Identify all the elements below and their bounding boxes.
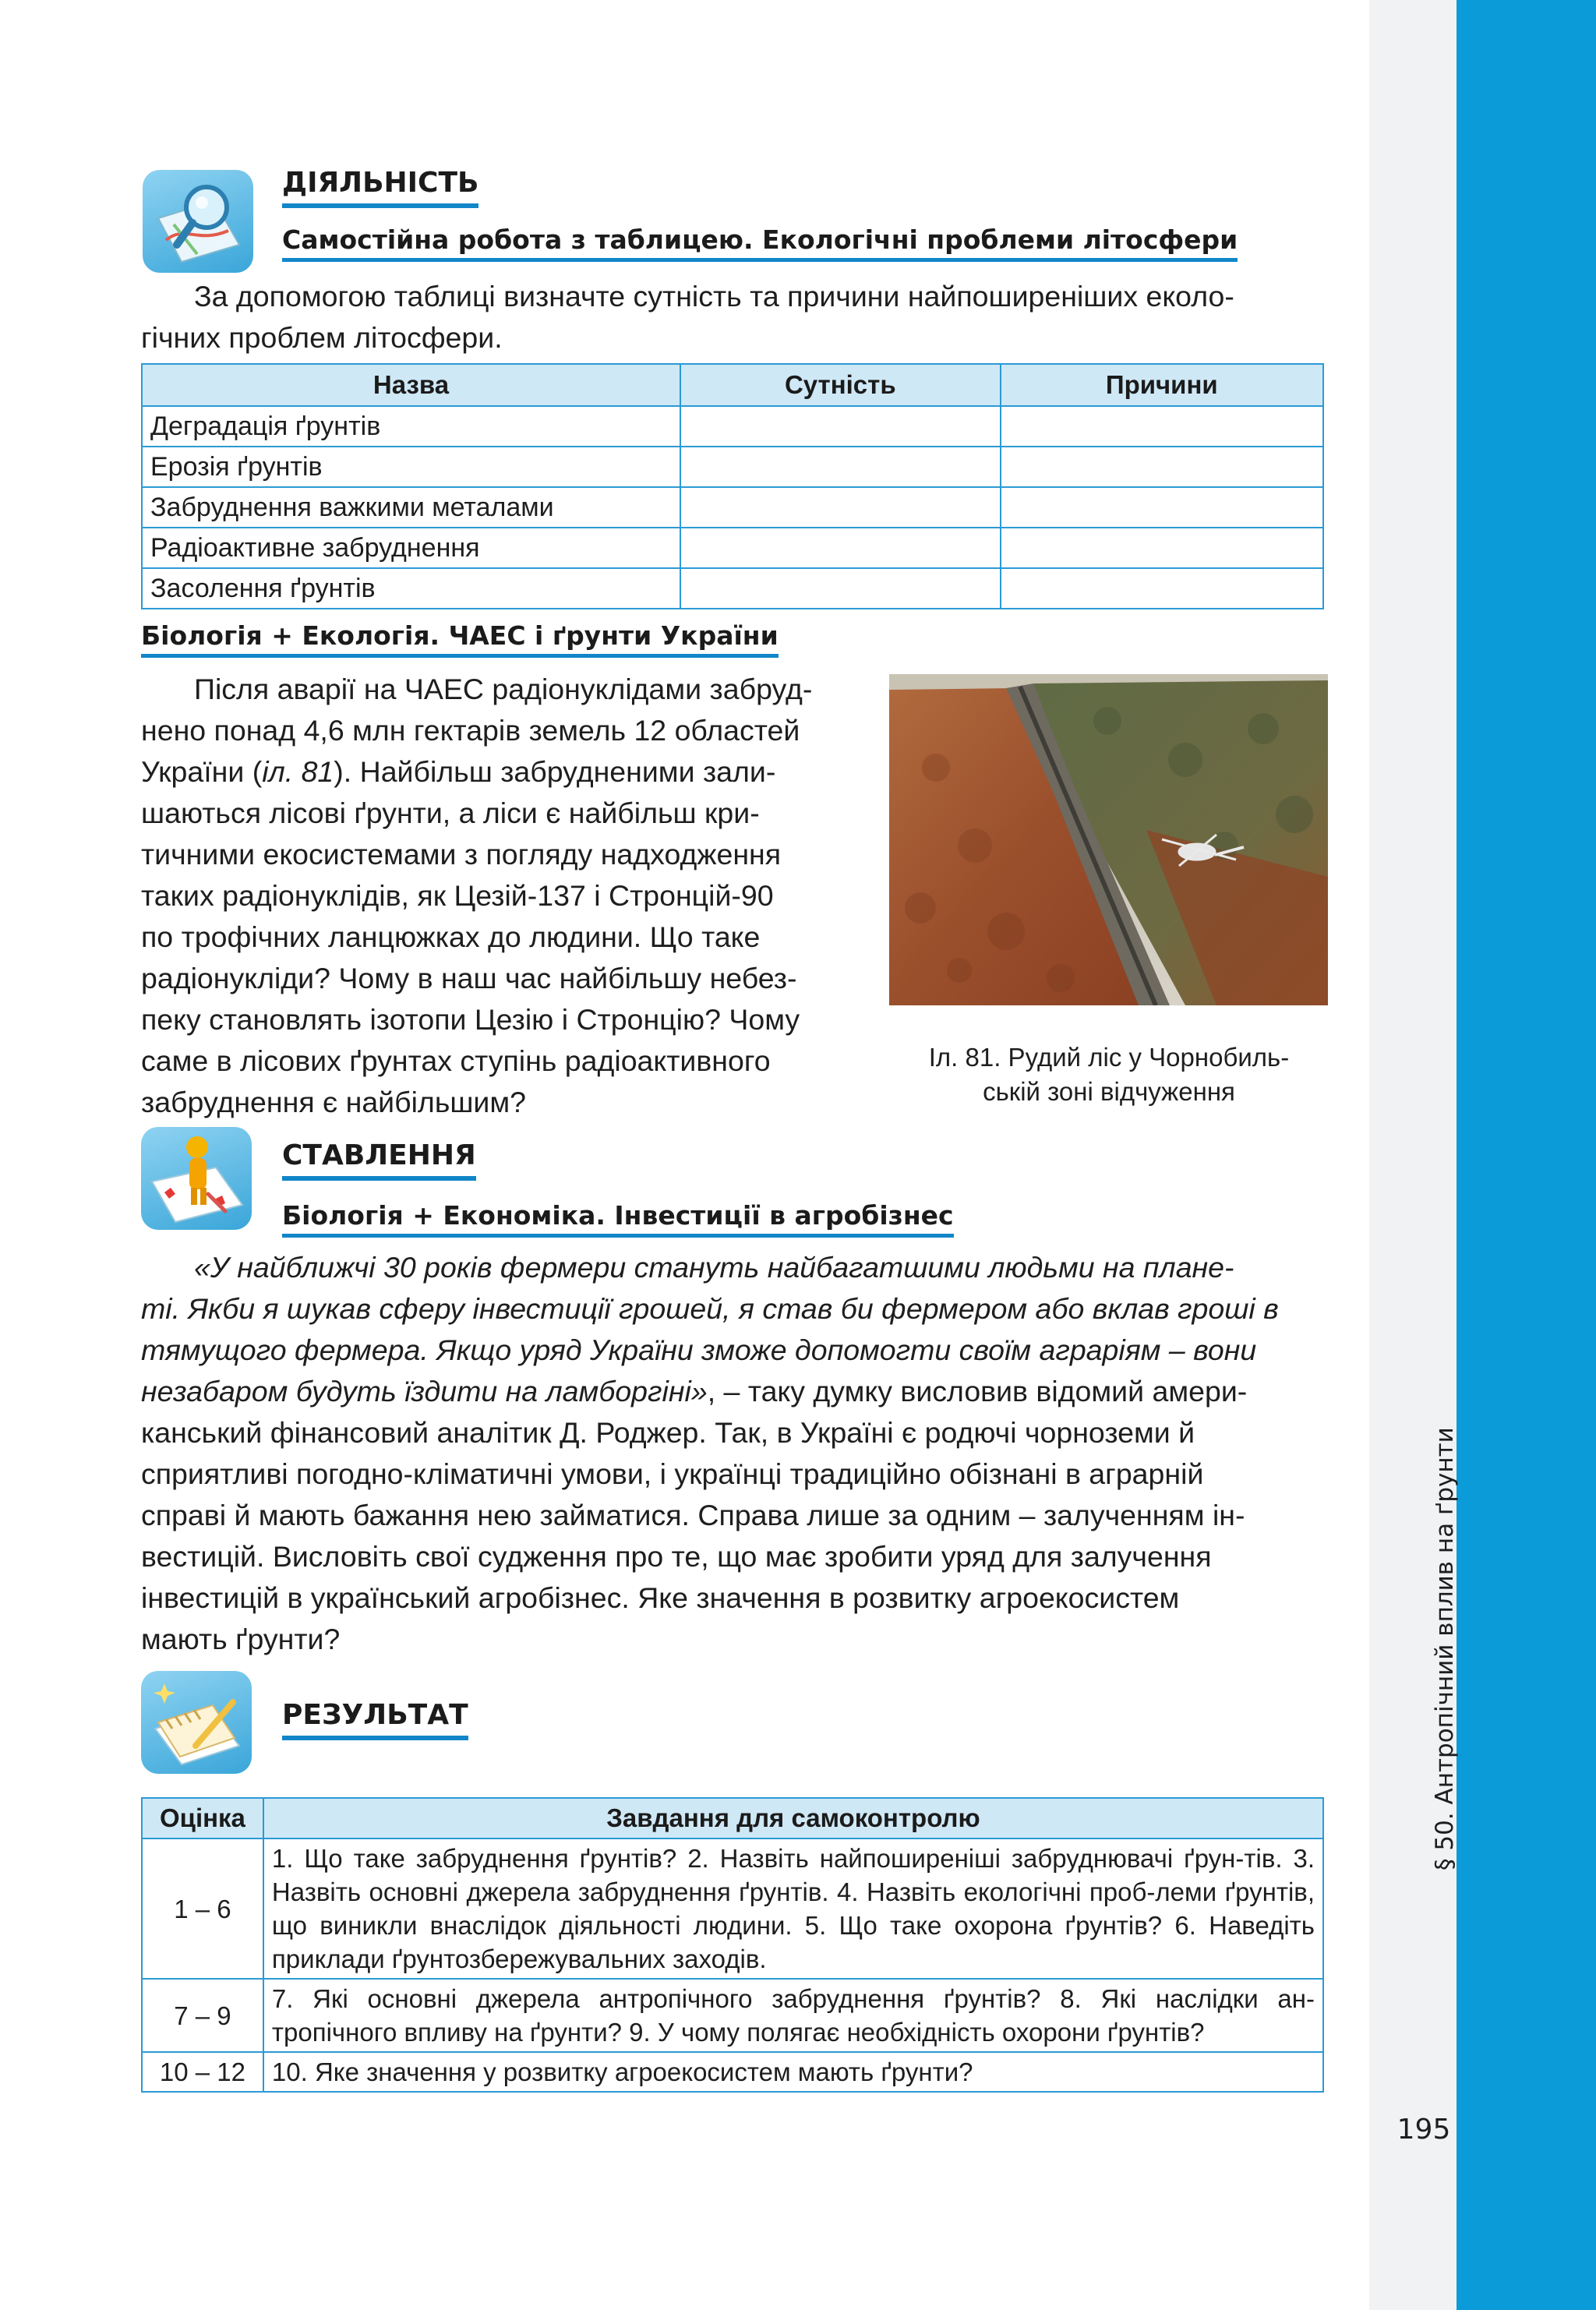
activity-heading: ДІЯЛЬНІСТЬ: [282, 167, 478, 208]
table-cell: [1001, 568, 1323, 609]
table-row: [142, 487, 1323, 528]
attitude-text: [141, 1247, 1324, 1660]
red-forest-photo: [889, 674, 1328, 1005]
quote-line: «У найближчі 30 років фермери стануть найбагатшими людьми на плане-: [194, 1251, 1234, 1284]
table-cell: [680, 528, 1000, 568]
table-cell: [1001, 528, 1323, 568]
figure-reference: іл. 81: [262, 755, 334, 788]
table-cell: Деградація ґрунтів: [142, 406, 680, 447]
text-line: забруднення є найбільшим?: [141, 1086, 527, 1118]
text-line: справі й мають бажання нею займатися. Справа лише за одним – залученням ін-: [141, 1499, 1245, 1531]
activity-subheading: Самостійна робота з таблицею. Екологічні проблеми літосфери: [282, 224, 1238, 262]
grade-cell: 7 – 9: [142, 1979, 263, 2052]
attitude-heading: СТАВЛЕННЯ: [282, 1139, 476, 1181]
activity-intro: [141, 276, 1324, 359]
running-head-text: § 50. Антропічний вплив на ґрунти: [1431, 1427, 1459, 1870]
grade-cell: 10 – 12: [142, 2052, 263, 2092]
map-magnifier-icon: [143, 170, 253, 273]
table-row: [142, 568, 1323, 609]
table-cell: [1001, 406, 1323, 447]
text-line: радіонукліди? Чому в наш час найбільшу небез-: [141, 962, 797, 994]
bio-ecology-text: [141, 669, 852, 1123]
table-cell: Засолення ґрунтів: [142, 568, 680, 609]
margin-strip-blue: [1457, 0, 1596, 2310]
table-cell: [680, 487, 1000, 528]
problems-table: [141, 363, 1324, 609]
table-cell: [680, 406, 1000, 447]
photo-caption-line2: ській зоні відчуження: [983, 1077, 1235, 1106]
photo-caption-line1: Іл. 81. Рудий ліс у Чорнобиль-: [928, 1043, 1290, 1072]
figure-on-paper-icon: [141, 1127, 252, 1230]
text-line: пеку становлять ізотопи Цезію і Стронцію? Чому: [141, 1003, 800, 1036]
text-line: України (: [141, 755, 263, 788]
task-cell: 10. Яке значення у розвитку агроекосистем мають ґрунти?: [263, 2052, 1323, 2092]
activity-intro-line2: гічних проблем літосфери.: [141, 321, 503, 354]
page-number: 195: [1396, 2114, 1451, 2146]
table-header-row: [142, 364, 1323, 406]
quote-line: тямущого фермера. Якщо уряд України зможе допомогти своїм аграріям – вони: [141, 1333, 1257, 1366]
text-line: по трофічних ланцюжках до людини. Що таке: [141, 920, 761, 953]
text-line: сприятливі погодно-кліматичні умови, і українці традиційно обізнані в аграрній: [141, 1457, 1204, 1490]
text-line: таких радіонуклідів, як Цезій-137 і Стронцій-90: [141, 879, 774, 912]
table-cell: [680, 568, 1000, 609]
quote-line: ті. Якби я шукав сферу інвестиції грошей, я став би фермером або вклав гроші в: [141, 1292, 1279, 1325]
text-line: інвестицій в український агробізнес. Яке значення в розвитку агроекосистем: [141, 1581, 1180, 1614]
text-line: канський фінансовий аналітик Д. Роджер. Так, в Україні є родючі чорноземи й: [141, 1416, 1195, 1449]
text-line: нено понад 4,6 млн гектарів земель 12 областей: [141, 714, 800, 747]
table-row: [142, 2052, 1323, 2092]
photo-caption: [879, 1040, 1339, 1109]
notebook-pen-icon: [141, 1671, 252, 1774]
result-table: [141, 1797, 1324, 2093]
table-cell: Ерозія ґрунтів: [142, 447, 680, 487]
table-row: [142, 406, 1323, 447]
table-header-cell: Причини: [1001, 364, 1323, 406]
table-cell: Радіоактивне забруднення: [142, 528, 680, 568]
grade-cell: 1 – 6: [142, 1838, 263, 1979]
text-line: тичними екосистемами з погляду надходження: [141, 838, 782, 871]
table-header-cell: Сутність: [680, 364, 1000, 406]
text-line: шаються лісові ґрунти, а ліси є найбільш кри-: [141, 796, 760, 829]
table-cell: [1001, 487, 1323, 528]
table-header-row: [142, 1798, 1323, 1838]
table-cell: [680, 447, 1000, 487]
attitude-subheading: Біологія + Економіка. Інвестиції в агробізнес: [282, 1200, 954, 1238]
text-line: вестицій. Висловіть свої судження про те, що має зробити уряд для залучення: [141, 1540, 1212, 1573]
task-cell: 7. Які основні джерела антропічного забруднення ґрунтів? 8. Які наслідки ан-тропічного впливу на ґрунти? 9. У чому полягає необхідність охорони ґрунтів?: [263, 1979, 1323, 2052]
table-header-cell: Назва: [142, 364, 680, 406]
text-line: саме в лісових ґрунтах ступінь радіоактивного: [141, 1044, 771, 1077]
table-cell: Забруднення важкими металами: [142, 487, 680, 528]
table-row: [142, 1838, 1323, 1979]
result-heading: РЕЗУЛЬТАТ: [282, 1699, 468, 1740]
text-line: мають ґрунти?: [141, 1623, 341, 1655]
table-cell: [1001, 447, 1323, 487]
table-row: [142, 528, 1323, 568]
text-line: , – таку думку висловив відомий амери-: [707, 1375, 1248, 1408]
table-header-cell: Оцінка: [142, 1798, 263, 1838]
quote-line: незабаром будуть їздити на ламборгіні»: [141, 1375, 708, 1408]
table-row: [142, 447, 1323, 487]
margin-strip-light: [1369, 0, 1457, 2310]
bio-ecology-heading: Біологія + Екологія. ЧАЕС і ґрунти України: [141, 620, 779, 658]
text-line: Після аварії на ЧАЕС радіонуклідами забруд-: [194, 673, 813, 705]
task-cell: 1. Що таке забруднення ґрунтів? 2. Назвіть найпоширеніші забруднювачі ґрун-тів. 3. Назвіть основні джерела забруднення ґрунтів. 4. Назвіть екологічні проб-леми ґрунтів, що виникли внаслідок діяльності людини. 5. Що таке охорона ґрунтів? 6. Наведіть приклади ґрунтозбережувальних заходів.: [263, 1838, 1323, 1979]
table-row: [142, 1979, 1323, 2052]
activity-intro-line1: За допомогою таблиці визначте сутність та причини найпоширеніших еколо-: [194, 280, 1234, 313]
text-line: ). Найбільш забрудненими зали-: [334, 755, 776, 788]
table-header-cell: Завдання для самоконтролю: [263, 1798, 1323, 1838]
